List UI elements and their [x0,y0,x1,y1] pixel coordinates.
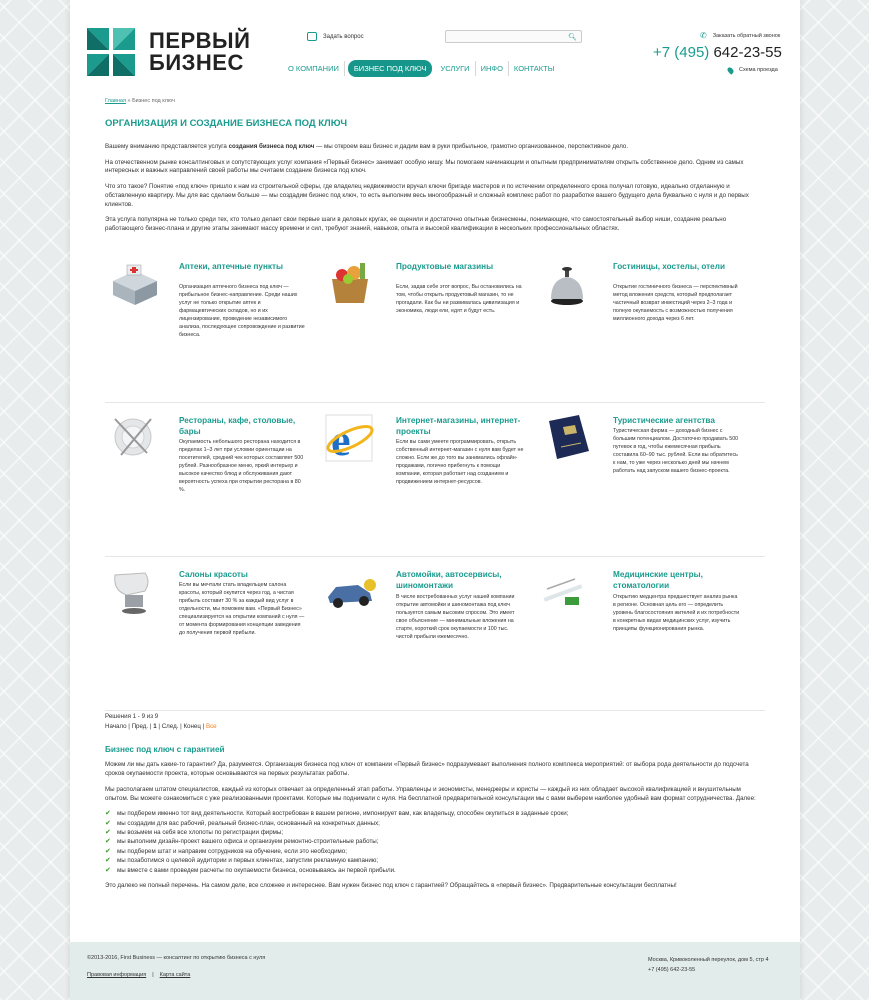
solution-card[interactable] [105,561,322,710]
pager-current: 1 [153,723,157,730]
intro-paragraph: Что это такое? Понятие «под ключ» пришло к нам из строительной сферы, где владелец недвижимости вручал ключи бригаде мастеров и по истечении определенного срока получал готовую, идеально отделанную и обставленную квартиру. Мы для вас сделаем больше — мы создадим бизнес под ключ, то есть выполним весь многообразный и сложный комплекс работ по разработке вашего будущего дела буквально с нуля и до первых клиентов. [105,183,749,208]
solution-text: Организация аптечного бизнеса под ключ — прибыльное бизнес-направление. Среди наших услуг не только открытие аптек и фармацевтических складов, но и их лицензирование, проведение независимого анализа, последующее сопровождение и развитие бизнеса. [179,284,305,338]
pager-all[interactable]: Все [205,723,217,730]
footer-address: Москва, Кривоколенный переулок, дом 5, стр 4 [648,957,769,963]
breadcrumb-home[interactable]: Главная [105,98,126,104]
solution-title[interactable]: Гостиницы, хостелы, отели [613,262,725,271]
solution-title[interactable]: Интернет-магазины, интернет-проекты [396,416,521,436]
logo-icon [87,28,135,76]
nav-item-turnkey[interactable]: БИЗНЕС ПОД КЛЮЧ [348,60,433,77]
list-item: ✔ мы подберем именно тот вид деятельности. Который востребован в вашем регионе, импонирует вам, как владельцу, способен окупиться в заданные сроки; [105,809,765,818]
solution-text: В числе востребованных услуг нашей компании открытие автомойки и шиномонтажа под ключ пользуется самым высоким спросом. Это имеет свое объяснение — минимальные вложения на старте, короткий срок окупаемости и 100 тыс. чистой прибыли ежемесячно. [396,594,515,640]
guarantee-title: Бизнес под ключ с гарантией [105,745,225,754]
solution-card[interactable] [105,407,322,556]
nav-item-company[interactable]: О КОМПАНИИ [283,61,345,76]
bell-icon [539,259,599,309]
logo-line2: БИЗНЕС [149,50,244,75]
footer-contacts [648,955,769,975]
guarantee-list [105,809,765,875]
map-pin-icon [726,66,734,74]
solutions-row [105,561,765,711]
nav-item-contacts[interactable]: КОНТАКТЫ [513,64,555,73]
footer-phone[interactable]: +7 (495) 642-23-55 [648,967,696,973]
pager-next[interactable]: След. [161,723,179,730]
solution-card[interactable] [539,253,756,402]
privacy-link[interactable]: Правовая информация [87,972,147,978]
pager-prev[interactable]: Пред. [131,723,149,730]
solution-card[interactable] [539,407,756,556]
pager-end[interactable]: Конец [183,723,201,730]
solution-title[interactable]: Салоны красоты [179,570,248,579]
internet-icon [322,413,382,463]
solution-title[interactable]: Продуктовые магазины [396,262,494,271]
nav-item-services[interactable]: УСЛУГИ [435,61,475,76]
solution-card[interactable] [539,561,756,710]
phone-icon: ✆ [700,31,707,40]
copyright: ©2013-2016, First Business — консалтинг по открытию бизнеса с нуля [87,955,266,961]
pager-start[interactable]: Начало [105,723,127,730]
list-item: ✔ мы выполним дизайн-проект вашего офиса и организуем ремонтно-строительные работы; [105,837,765,846]
solution-card[interactable] [322,253,539,402]
ask-question-link[interactable] [307,32,364,41]
search-icon[interactable]: 🔍︎ [568,34,577,41]
page [70,0,800,1000]
footer-links [87,972,190,978]
intro-p1-a: Вашему вниманию представляется услуга [105,143,229,150]
pagination: Решения 1 - 9 из 9 Начало | Пред. | 1 | След. | Конец | Все [105,713,217,730]
solution-card[interactable] [105,253,322,402]
passport-icon [539,413,599,463]
header-phone[interactable] [653,44,782,61]
car-icon [322,567,382,617]
solution-card[interactable] [322,407,539,556]
logo-line1: ПЕРВЫЙ [149,28,251,53]
chat-icon [307,32,317,41]
guarantee-paragraph: Можем ли мы дать какие-то гарантии? Да, разумеется. Организация бизнеса под ключ от компании «Первый бизнес» подразумевает выполнения полного комплекса мероприятий: от выбора рода деятельности до подсчета сроков окупаемости проекта, которые основываются на первых результатах работы. [105,761,749,778]
page-title: ОРГАНИЗАЦИЯ И СОЗДАНИЕ БИЗНЕСА ПОД КЛЮЧ [105,118,348,129]
directions-link[interactable] [728,67,778,74]
solution-title[interactable]: Медицинские центры, стоматологии [613,570,703,590]
intro-p1-bold: создания бизнеса под ключ [228,143,315,150]
sitemap-link[interactable]: Карта сайта [159,972,191,978]
list-item: ✔ мы подберем штат и направим сотрудников на обучение, если это необходимо; [105,847,765,856]
list-item: ✔ мы позаботимся о целевой аудитории и первых клиентах, запустим рекламную кампанию; [105,856,765,865]
solution-card[interactable] [322,561,539,710]
ask-question-label[interactable]: Задать вопрос [323,33,364,40]
restaurant-icon [105,413,165,463]
list-item: ✔ мы возьмем на себя все хлопоты по регистрации фирмы; [105,828,765,837]
list-item: ✔ мы вместе с вами проведем расчеты по окупаемости бизнеса, основываясь ан первой прибыли. [105,866,765,875]
footer-sep: | [152,972,154,978]
solution-text: Если вы мечтали стать владельцем салона красоты, который окупится через год, а чистая прибыль составит 30 % за каждый вид услуг в отдельности, мы поможем вам. «Первый Бизнес» специализируется на открытии компаний с нуля — от момента формирования концепции заведения до получения первой прибыли. [179,582,305,636]
solution-text: Открытие гостиничного бизнеса — перспективный метод вложения средств, который предполагает частичный возврат инвестиций через 2–3 года и полную окупаемость с возможностью получения миллионного дохода через 6 лет. [613,284,738,322]
callback-link[interactable] [700,31,780,40]
header [70,0,800,95]
svg-text:e: e [331,416,351,463]
search-input[interactable] [445,30,582,43]
salon-chair-icon [105,567,165,617]
logo[interactable] [87,28,250,76]
main-nav [283,60,559,77]
solution-title[interactable]: Автомойки, автосервисы, шиномонтажи [396,570,502,590]
nav-item-info[interactable]: ИНФО [476,61,509,76]
solution-text: Если вы сами умеете программировать, открыть собственный интернет-магазин с нуля вам будет не сложно. Если же до того вы занимались офлайн-продажами, логично прибегнуть к помощи компании, которая работает над созданием и продвижением интернет-ресурсов. [396,439,524,485]
guarantee-paragraph: Мы располагаем штатом специалистов, каждый из которых отвечает за определенный этап работы. Управленцы и экономисты, менеджеры и юристы — каждый из них обладает высокой квалификацией и внушительным опытом. Вы можете ознакомиться с уже реализованными проектами. Которые мы поднимали с нуля. На бесплатной предварительной консультации мы с вами выберем наиболее удобный вам формат сотрудничества. Далее: [105,785,756,802]
solution-text: Туристическая фирма — доходный бизнес с большим потенциалом. Достаточно продавать 500 путевок в год, чтобы ежемесячная прибыль составила 60–90 тыс. рублей. Если вы обратитесь к нам, то уже через несколько дней мы начнем работать над запуском вашего бизнес-проекта. [613,428,739,474]
directions-label[interactable]: Схема проезда [739,67,778,73]
solution-text: Если, задав себе этот вопрос, Вы остановились на том, чтобы открыть продуктовый магазин, то не прогадали. Как бы ни развивалась цивилизация и экономика, люди ели, едят и будут есть. [396,284,522,314]
pagination-summary: Решения 1 - 9 из 9 [105,713,159,720]
solutions-row [105,253,765,403]
callback-label[interactable]: Заказать обратный звонок [712,32,781,39]
solution-title[interactable]: Туристические агентства [613,416,715,425]
guarantee-text [105,760,765,896]
breadcrumb [105,98,175,104]
intro-paragraph: Эта услуга популярна не только среди тех, кто только делает свои первые шаги в деловых кругах, ее оценили и достаточно опытные бизнесмены, понимающие, что самостоятельный выбор ниши, создание реально работающего бизнес-плана и другие этапы занимают массу времени и сил, требуют знаний, навыков, опыта и высокой квалификации в нескольких профессиональных областях. [105,216,727,232]
breadcrumb-current: Бизнес под ключ [132,98,175,104]
intro-p1-c: — мы откроем ваш бизнес и дадим вам в руки прибыльное, грамотно организованное, перспективное дело. [314,143,629,150]
breadcrumb-sep: » [127,98,131,104]
thermometer-icon [539,567,599,617]
solutions-grid [105,253,765,715]
pharmacy-icon [105,259,165,309]
intro-paragraph: На отечественном рынке консалтинговых и сопутствующих услуг компания «Первый бизнес» занимает особую нишу. Мы помогаем начинающим и опытным предпринимателям открыть собственное дело. Одним из самых интересных и важных направлений своей работы мы считаем создание бизнеса под ключ. [105,158,744,175]
solution-text: Окупаемость небольшого ресторана находится в пределах 1–3 лет при условии ориентации на посетителей, средний чек которых составляет 500 рублей. Разнообразное меню, яркий интерьер и высокое качество блюд и обслуживания дают вероятность успеха при открытии ресторана в 80 %. [179,439,304,493]
solutions-row [105,407,765,557]
footer [70,942,800,1000]
phone-code: +7 (495) [653,44,710,61]
solution-text: Открытию медцентра предшествует анализ рынка в регионе. Основная цель его — определить уровень благосостояния жителей и их потребности в конкретных видах медицинских услуг, изучить принципы функционирования рынка. [613,594,740,632]
intro-text [105,143,765,241]
solution-title[interactable]: Рестораны, кафе, столовые, бары [179,416,296,436]
list-item: ✔ мы создадим для вас рабочий, реальный бизнес-план, основанный на конкретных данных; [105,819,765,828]
phone-number: 642-23-55 [713,44,782,61]
solution-title[interactable]: Аптеки, аптечные пункты [179,262,284,271]
guarantee-paragraph: Это далеко не полный перечень. На самом деле, все сложнее и интереснее. Вам нужен бизнес под ключ с гарантией? Обращайтесь в «первый бизнес». Предварительные консультации бесплатны! [105,882,677,890]
grocery-icon [322,259,382,309]
intro-paragraph [105,143,765,152]
